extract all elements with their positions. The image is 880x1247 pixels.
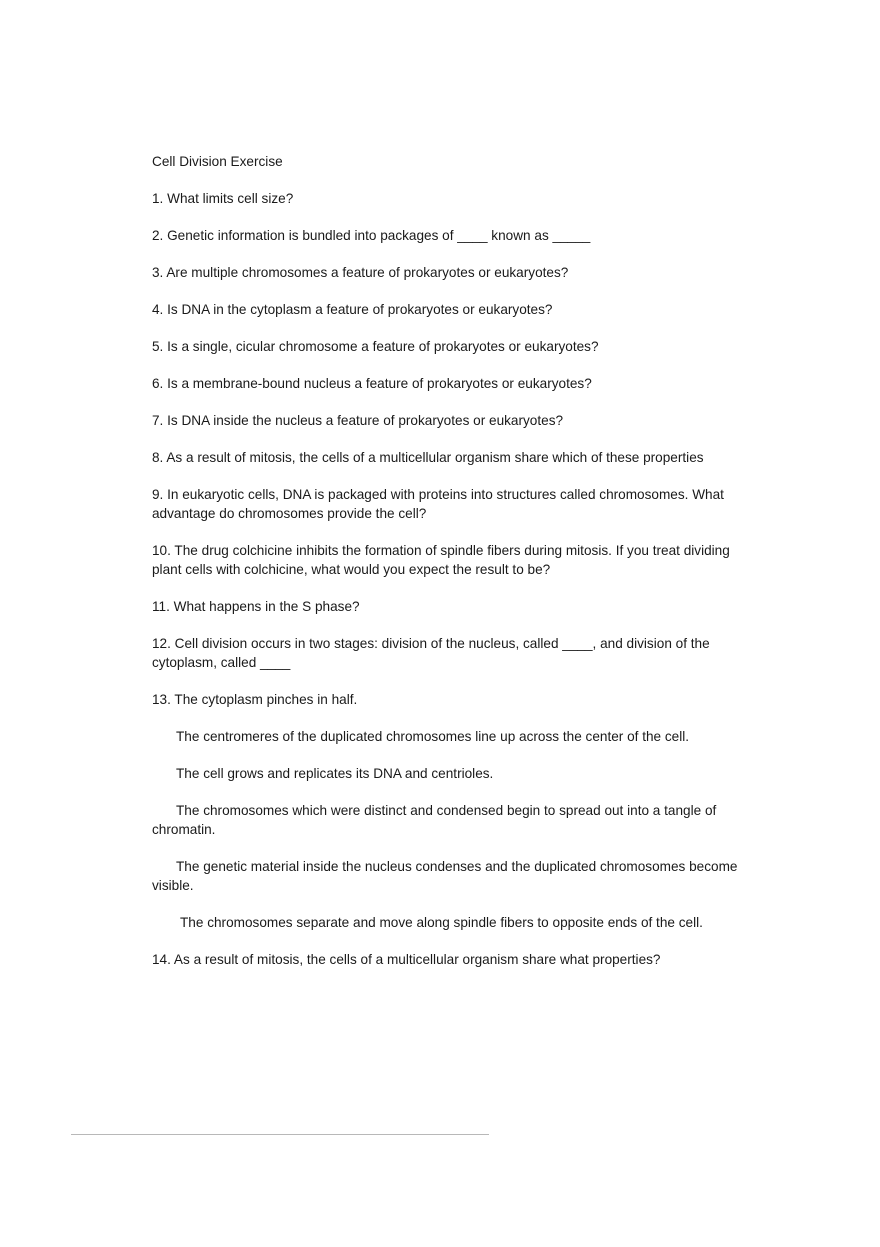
question-8: 8. As a result of mitosis, the cells of a multicellular organism share which of these properties [152,450,704,465]
question-14: 14. As a result of mitosis, the cells of a multicellular organism share what properties? [152,952,661,967]
question-12: 12. Cell division occurs in two stages: division of the nucleus, called ____, and division of the cytoplasm, called ____ [152,636,710,670]
question-3: 3. Are multiple chromosomes a feature of prokaryotes or eukaryotes? [152,265,569,280]
question-1: 1. What limits cell size? [152,191,294,206]
document-title: Cell Division Exercise [152,154,283,169]
question-5: 5. Is a single, cicular chromosome a feature of prokaryotes or eukaryotes? [152,339,599,354]
question-13-item: The genetic material inside the nucleus condenses and the duplicated chromosomes become visible. [152,859,738,893]
question-11: 11. What happens in the S phase? [152,599,360,614]
question-13-item: The centromeres of the duplicated chromosomes line up across the center of the cell. [176,729,690,744]
footer-divider [71,1134,489,1135]
question-6: 6. Is a membrane-bound nucleus a feature of prokaryotes or eukaryotes? [152,376,592,391]
document-body [152,152,742,987]
question-4: 4. Is DNA in the cytoplasm a feature of prokaryotes or eukaryotes? [152,302,553,317]
question-13-item: The chromosomes which were distinct and condensed begin to spread out into a tangle of chromatin. [152,803,717,837]
question-10: 10. The drug colchicine inhibits the formation of spindle fibers during mitosis. If you treat dividing plant cells with colchicine, what would you expect the result to be? [152,543,730,577]
question-7: 7. Is DNA inside the nucleus a feature of prokaryotes or eukaryotes? [152,413,564,428]
question-9: 9. In eukaryotic cells, DNA is packaged with proteins into structures called chromosomes. What advantage do chromosomes provide the cell? [152,487,724,521]
question-13-item: The chromosomes separate and move along spindle fibers to opposite ends of the cell. [180,915,703,930]
question-13: 13. The cytoplasm pinches in half. [152,692,358,707]
question-13-item: The cell grows and replicates its DNA and centrioles. [176,766,494,781]
question-2: 2. Genetic information is bundled into packages of ____ known as _____ [152,228,591,243]
